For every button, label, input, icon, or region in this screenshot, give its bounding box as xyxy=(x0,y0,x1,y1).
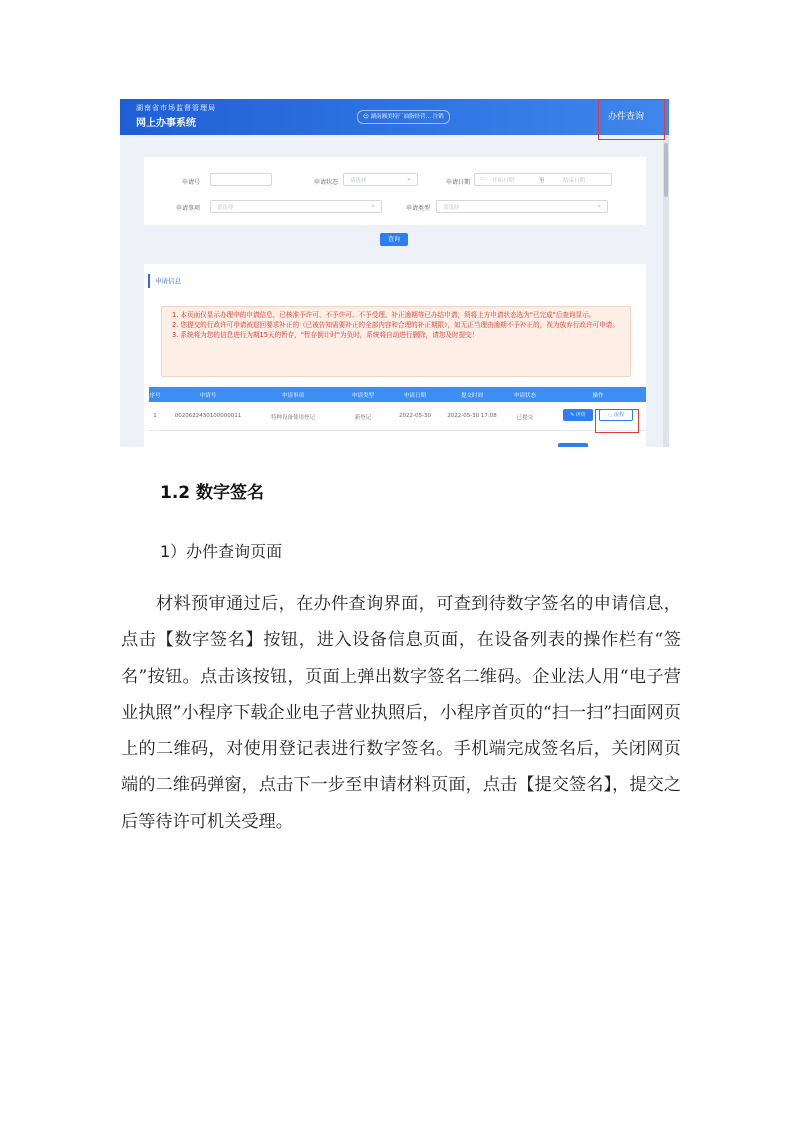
application-info-panel xyxy=(144,264,646,447)
flow-label: 流程 xyxy=(613,412,624,418)
highlight-box-nav xyxy=(598,99,665,140)
column-header: 申请日期 xyxy=(403,393,427,399)
evaluate-button[interactable] xyxy=(563,409,593,421)
table-cell: 0020622430100000011 xyxy=(174,413,242,419)
highlight-box-flow xyxy=(595,409,639,433)
table-row xyxy=(149,402,646,431)
matter-placeholder: 请选择 xyxy=(217,205,234,211)
user-icon: ☺ xyxy=(363,114,371,120)
subsection-heading: 1）办件查询页面 xyxy=(160,542,283,561)
date-label: 申请日期 xyxy=(446,179,471,186)
app-no-label: 申请号 xyxy=(182,179,201,186)
user-pill[interactable] xyxy=(357,110,450,124)
date-start: 开始日期 xyxy=(492,178,515,184)
column-header: 提交时间 xyxy=(460,393,484,399)
user-name: 湖南湘美特厂油脂经营… 注销 xyxy=(370,114,444,120)
info-title: 申请信息 xyxy=(148,274,181,288)
chevron-down-icon: ⌄ xyxy=(596,201,602,209)
edit-icon: ✎ xyxy=(570,412,576,418)
calendar-icon: ▫ xyxy=(480,176,484,182)
matter-label: 申请事项 xyxy=(176,205,201,212)
evaluate-label: 评价 xyxy=(575,412,586,418)
app-no-input[interactable] xyxy=(210,173,272,186)
type-label: 申请类型 xyxy=(406,205,431,212)
refresh-icon: ◌ xyxy=(608,412,614,418)
nav-query[interactable]: 办件查询 xyxy=(608,112,645,122)
status-select[interactable] xyxy=(343,173,418,186)
column-header: 操作 xyxy=(592,393,604,399)
notice-box xyxy=(161,306,631,377)
org-name: 湖南省市场监督管理局 xyxy=(136,104,216,112)
table-cell: 2022-05-30 xyxy=(399,413,431,419)
table-cell: 1 xyxy=(153,413,157,419)
table-cell: 已提交 xyxy=(516,415,534,421)
table-cell: 新登记 xyxy=(354,415,372,421)
partial-button xyxy=(558,443,588,447)
date-end: 结束日期 xyxy=(563,178,586,184)
type-select[interactable] xyxy=(436,200,608,213)
column-header: 申请类型 xyxy=(351,393,375,399)
chevron-down-icon: ⌄ xyxy=(406,174,412,182)
column-header: 申请事项 xyxy=(281,393,305,399)
app-header xyxy=(120,99,669,135)
notice-line: 3. 系统将为您的信息进行为期15天的暂存，"暂存倒计时"为负时，系统将自动进行删除，请您及时提交！ xyxy=(172,331,479,339)
column-header: 申请号 xyxy=(199,393,217,399)
table-header xyxy=(149,387,646,402)
column-header: 申请状态 xyxy=(513,393,537,399)
notice-line: 2. 您提交的行政许可申请被退回要求补正的（已被告知需要补正的全部内容和合理的补正期限），如无正当理由逾期不予补正的，视为放弃行政许可申请。 xyxy=(172,321,619,329)
section-heading: 1.2 数字签名 xyxy=(160,483,265,503)
body-paragraph: 材料预审通过后，在办件查询界面，可查到待数字签名的申请信息，点击【数字签名】按钮，进入设备信息页面，在设备列表的操作栏有“签名”按钮。点击该按钮，页面上弹出数字签名二维码。企业法人用“电子营业执照”小程序下载企业电子营业执照后，小程序首页的“扫一扫”扫面网页上的二维码，对使用登记表进行数字签名。手机端完成签名后，关闭网页端的二维码弹窗，点击下一步至申请材料页面，点击【提交签名】，提交之后等待许可机关受理。 xyxy=(121,594,681,832)
table-cell: 特种设备使用登记 xyxy=(270,415,316,421)
system-name: 网上办事系统 xyxy=(136,118,196,129)
scrollbar-thumb[interactable] xyxy=(664,143,668,197)
column-header: 序号 xyxy=(149,393,161,399)
notice-line: 1. 本页面仅显示办理中的申请信息，已核准予许可、不予许可、不予受理、补正逾期等已办结申请，须将上方申请状态选为"已完成"后查询显示。 xyxy=(172,311,596,319)
date-separator: 至 xyxy=(539,178,545,184)
search-form xyxy=(144,157,646,259)
query-button[interactable]: 查询 xyxy=(380,233,408,246)
status-label: 申请状态 xyxy=(314,179,339,186)
table-cell: 2022-05-30 17:08 xyxy=(447,413,497,419)
scrollbar[interactable] xyxy=(663,135,669,447)
embedded-screenshot xyxy=(120,99,669,447)
matter-select[interactable] xyxy=(210,200,382,213)
type-placeholder: 请选择 xyxy=(443,205,460,211)
chevron-down-icon: ⌄ xyxy=(370,201,376,209)
date-range-picker[interactable] xyxy=(474,173,612,186)
status-placeholder: 请选择 xyxy=(350,178,367,184)
